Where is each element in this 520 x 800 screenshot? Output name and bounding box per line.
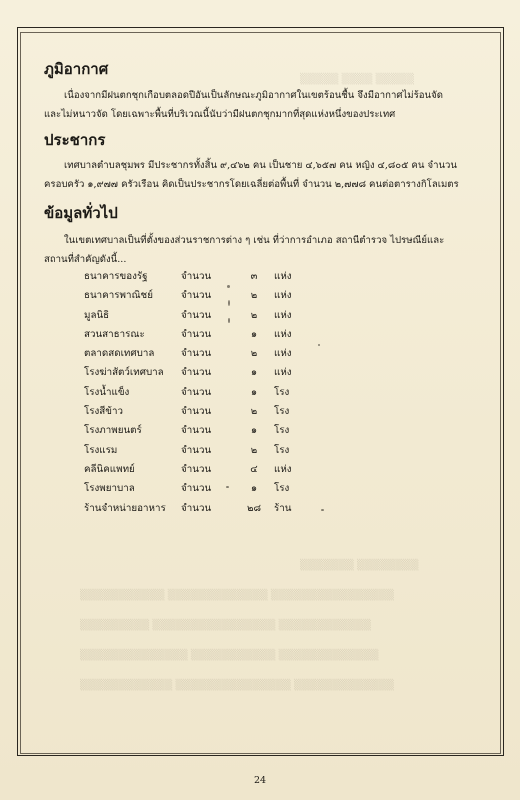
facility-count: ๒๘ [246,502,262,514]
facility-unit: ร้าน [274,502,292,514]
facility-count: ๒ [250,406,258,418]
facility-row [84,327,344,346]
facility-unit: แห่ง [274,348,292,360]
ink-speck [228,318,230,323]
facility-count-label: จำนวน [181,348,212,360]
facility-count-label: จำนวน [181,309,212,321]
facility-count: ๑ [250,386,258,398]
population-line-1: เทศบาลตำบลชุมพร มีประชากรทั้งสิ้น ๙,๔๖๒ คน เป็นชาย ๔,๖๕๗ คน หญิง ๔,๘๐๕ คน จำนวน [64,160,457,171]
facility-count: ๒ [250,309,258,321]
bleed-through-text: ▒▒▒▒▒▒▒▒▒ ▒▒▒▒▒▒▒▒▒▒▒▒▒▒▒▒ ▒▒▒▒▒▒▒▒▒▒▒▒ [80,620,371,631]
facility-row [84,404,344,423]
facility-unit: โรง [274,425,290,437]
facility-unit: แห่ง [274,367,292,379]
facility-count: ๒ [250,290,258,302]
facility-name: มูลนิธิ [84,309,110,321]
facility-count-label: จำนวน [181,290,212,302]
population-heading: ประชากร [44,131,106,149]
facility-unit: แห่ง [274,309,292,321]
climate-paragraph [44,86,496,124]
facility-count-label: จำนวน [181,425,212,437]
climate-line-2: และไม่หนาวจัด โดยเฉพาะพื้นที่บริเวณนี้นับว่ามีฝนตกชุกมากที่สุดแห่งหนึ่งของประเทศ [44,109,396,120]
facility-unit: แห่ง [274,271,292,282]
facility-count-label: จำนวน [181,463,212,475]
facility-count: ๒ [250,348,258,360]
climate-line-1: เนื่องจากมีฝนตกชุกเกือบตลอดปีอันเป็นลักษณะภูมิอากาศในเขตร้อนชื้น จึงมีอากาศไม่ร้อนจัด [64,90,443,101]
facility-row [84,288,344,307]
facility-count: ๒ [250,444,258,456]
facility-unit: แห่ง [274,463,292,475]
general-info-paragraph [44,231,496,269]
general-info-line-1: ในเขตเทศบาลเป็นที่ตั้งของส่วนราชการต่าง ๆ เช่น ที่ว่าการอำเภอ สถานีตำรวจ ไปรษณีย์และ [64,235,445,246]
ink-speck [321,509,324,511]
facility-name: ธนาคารของรัฐ [84,271,148,282]
facility-row [84,365,344,384]
facility-count: ๓ [250,271,258,282]
facility-row [84,346,344,365]
facility-count-label: จำนวน [181,367,212,379]
ink-speck [318,344,320,346]
facility-count: ๑ [250,425,258,437]
facility-row [84,481,344,500]
facility-count-label: จำนวน [181,271,212,282]
facilities-list [84,269,344,520]
population-paragraph [44,156,496,194]
population-line-2: ครอบครัว ๑,๙๗๗ ครัวเรือน คิดเป็นประชากรโดยเฉลี่ยต่อพื้นที่ จำนวน ๒,๗๗๘ คนต่อตารางกิโลเมตร [44,179,459,190]
facility-name: โรงสีข้าว [84,406,123,418]
ink-speck [226,486,229,488]
facility-row [84,385,344,404]
facility-count: ๑ [250,328,258,340]
facility-unit: โรง [274,386,290,398]
bleed-through-text: ▒▒▒▒▒▒▒▒▒▒▒▒▒▒ ▒▒▒▒▒▒▒▒▒▒▒ ▒▒▒▒▒▒▒▒▒▒▒▒▒ [80,650,379,661]
ink-speck [227,285,230,288]
facility-name: ร้านจำหน่ายอาหาร [84,502,166,514]
facility-unit: แห่ง [274,290,292,302]
climate-heading: ภูมิอากาศ [44,60,109,78]
bleed-through-text: ▒▒▒▒▒ ▒▒▒▒ ▒▒▒▒▒ [300,74,415,85]
facility-unit: โรง [274,406,290,418]
facility-count: ๑ [250,483,258,495]
page-number: 24 [253,775,267,786]
general-info-heading: ข้อมูลทั่วไป [44,204,118,222]
facility-row [84,308,344,327]
facility-name: โรงพยาบาล [84,483,135,495]
facility-unit: แห่ง [274,328,292,340]
facility-row [84,501,344,520]
facility-name: ตลาดสดเทศบาล [84,348,155,360]
facility-name: โรงแรม [84,444,118,456]
facility-name: ธนาคารพาณิชย์ [84,290,153,302]
facility-name: โรงภาพยนตร์ [84,425,142,437]
facility-count-label: จำนวน [181,328,212,340]
facility-count-label: จำนวน [181,386,212,398]
facility-name: โรงฆ่าสัตว์เทศบาล [84,367,164,379]
facility-name: คลีนิคแพทย์ [84,463,135,475]
facility-name: โรงน้ำแข็ง [84,386,130,398]
ink-speck [228,300,230,306]
facility-count-label: จำนวน [181,483,212,495]
bleed-through-text: ▒▒▒▒▒▒▒▒▒▒▒▒ ▒▒▒▒▒▒▒▒▒▒▒▒▒▒▒ ▒▒▒▒▒▒▒▒▒▒▒▒▒ [80,680,394,691]
facility-row [84,423,344,442]
facility-name: สวนสาธารณะ [84,328,145,340]
general-info-line-2: สถานที่สำคัญดังนี้... [44,254,127,265]
bleed-through-text: ▒▒▒▒▒▒▒▒▒▒▒ ▒▒▒▒▒▒▒▒▒▒▒▒▒ ▒▒▒▒▒▒▒▒▒▒▒▒▒▒▒▒ [80,590,394,601]
bleed-through-text: ▒▒▒▒▒▒▒ ▒▒▒▒▒▒▒▒ [300,560,419,571]
facility-count-label: จำนวน [181,502,212,514]
facility-count-label: จำนวน [181,406,212,418]
facility-unit: โรง [274,444,290,456]
facility-count: ๑ [250,367,258,379]
facility-row [84,443,344,462]
facility-row [84,462,344,481]
facility-count: ๔ [250,463,258,475]
facility-unit: โรง [274,483,290,495]
facility-row [84,269,344,288]
facility-count-label: จำนวน [181,444,212,456]
